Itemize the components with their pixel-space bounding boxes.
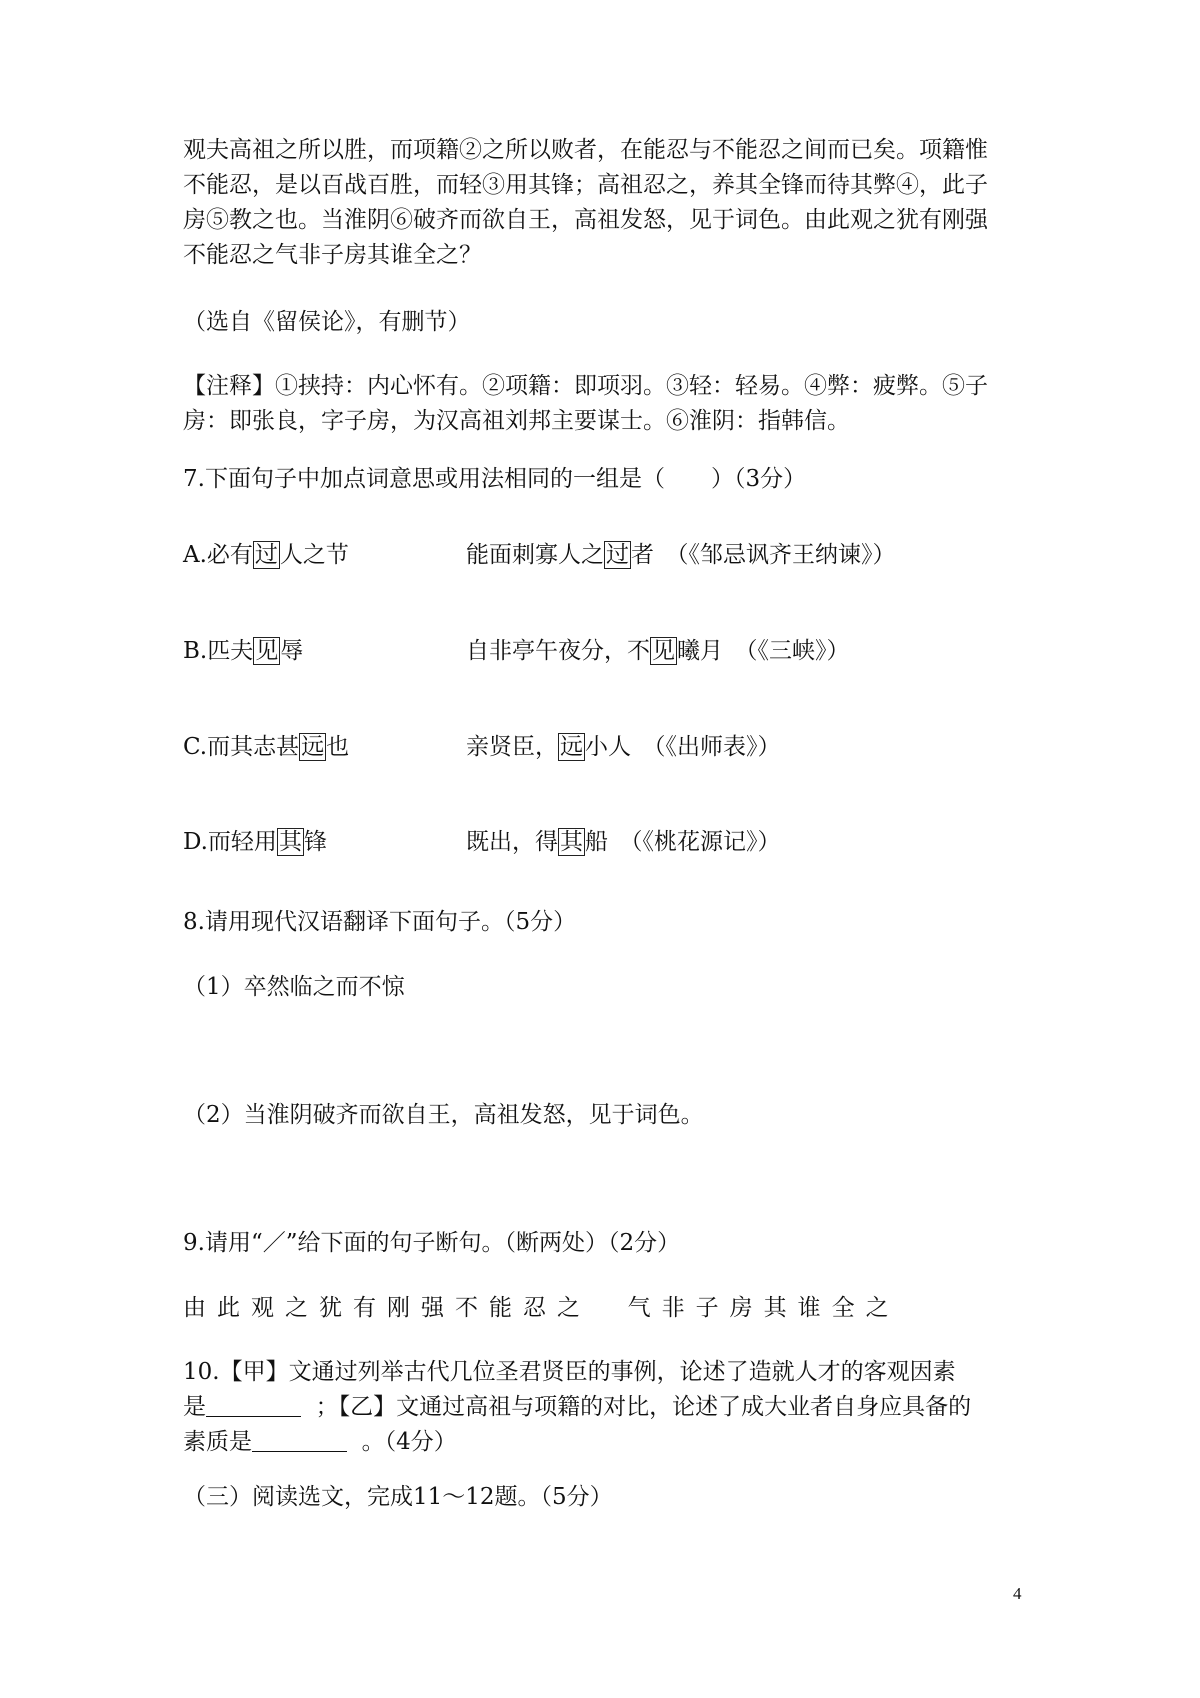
option-c-left: C.而其志甚远也 — [183, 734, 350, 760]
boxed-word: 见 — [255, 638, 279, 664]
option-b-left: B.匹夫见辱 — [183, 638, 304, 664]
question-9-text — [183, 1293, 900, 1323]
passage-line: 观夫高祖之所以胜，而项籍②之所以败者，在能忍与不能忍之间而已矣。项籍惟 — [183, 137, 988, 163]
option-d-left: D.而轻用其锋 — [183, 829, 327, 855]
answer-blank-1[interactable] — [206, 1392, 301, 1417]
option-a-left: A.必有过人之节 — [183, 542, 349, 568]
page-number: 4 — [1013, 1584, 1022, 1603]
passage-line: 不能忍，是以百战百胜，而轻③用其锋；高祖忍之，养其全锋而待其弊④，此子 — [183, 172, 988, 198]
boxed-word: 远 — [301, 734, 325, 760]
q10-line-3: 素质是 。（4分） — [183, 1429, 457, 1455]
passage-line: 不能忍之气非子房其谁全之？ — [183, 242, 482, 268]
option-d-right: 既出，得其船 （《桃花源记》） — [466, 829, 781, 855]
q10-line-1: 10.【甲】文通过列举古代几位圣君贤臣的事例，论述了造就人才的客观因素 — [183, 1359, 956, 1385]
boxed-word: 其 — [278, 829, 302, 855]
annotation-notes — [183, 369, 1033, 439]
punctuation-text-a: 由此观之犹有刚强不能忍之 — [183, 1295, 591, 1321]
question-9-stem: 9.请用“／”给下面的句子断句。（断两处）（2分） — [183, 1230, 681, 1256]
note-line: 房：即张良，字子房，为汉高祖刘邦主要谋士。⑥淮阴：指韩信。 — [183, 408, 850, 434]
boxed-word: 其 — [560, 829, 583, 855]
passage-source: （选自《留侯论》，有删节） — [183, 309, 471, 335]
option-a-right: 能面刺寡人之过者 （《邹忌讽齐王纳谏》） — [466, 542, 896, 568]
note-line: 【注释】①挟持：内心怀有。②项籍：即项羽。③轻：轻易。④弊：疲弊。⑤子 — [183, 373, 988, 399]
passage-line: 房⑤教之也。当淮阴⑥破齐而欲自王，高祖发怒，见于词色。由此观之犹有刚强 — [183, 207, 988, 233]
boxed-word: 远 — [560, 734, 583, 760]
option-b-right: 自非亭午夜分，不见曦月 （《三峡》） — [466, 638, 850, 664]
question-10 — [183, 1355, 1033, 1460]
question-8-stem: 8.请用现代汉语翻译下面句子。（5分） — [183, 909, 577, 935]
boxed-word: 过 — [254, 542, 278, 568]
punctuation-text-b: 气非子房其谁全之 — [627, 1295, 900, 1321]
classical-passage — [183, 133, 1033, 273]
boxed-word: 见 — [652, 638, 675, 664]
question-8-item-1: （1）卒然临之而不惊 — [183, 974, 405, 1000]
section-3-heading: （三）阅读选文，完成11～12题。（5分） — [183, 1484, 613, 1510]
answer-blank-2[interactable] — [252, 1427, 347, 1452]
question-7-stem: 7.下面句子中加点词意思或用法相同的一组是（ ）（3分） — [183, 466, 807, 492]
question-8-item-2: （2）当淮阴破齐而欲自王，高祖发怒，见于词色。 — [183, 1102, 704, 1128]
option-c-right: 亲贤臣，远小人 （《出师表》） — [466, 734, 781, 760]
q10-line-2: 是 ；【乙】文通过高祖与项籍的对比，论述了成大业者自身应具备的 — [183, 1394, 972, 1420]
boxed-word: 过 — [606, 542, 629, 568]
